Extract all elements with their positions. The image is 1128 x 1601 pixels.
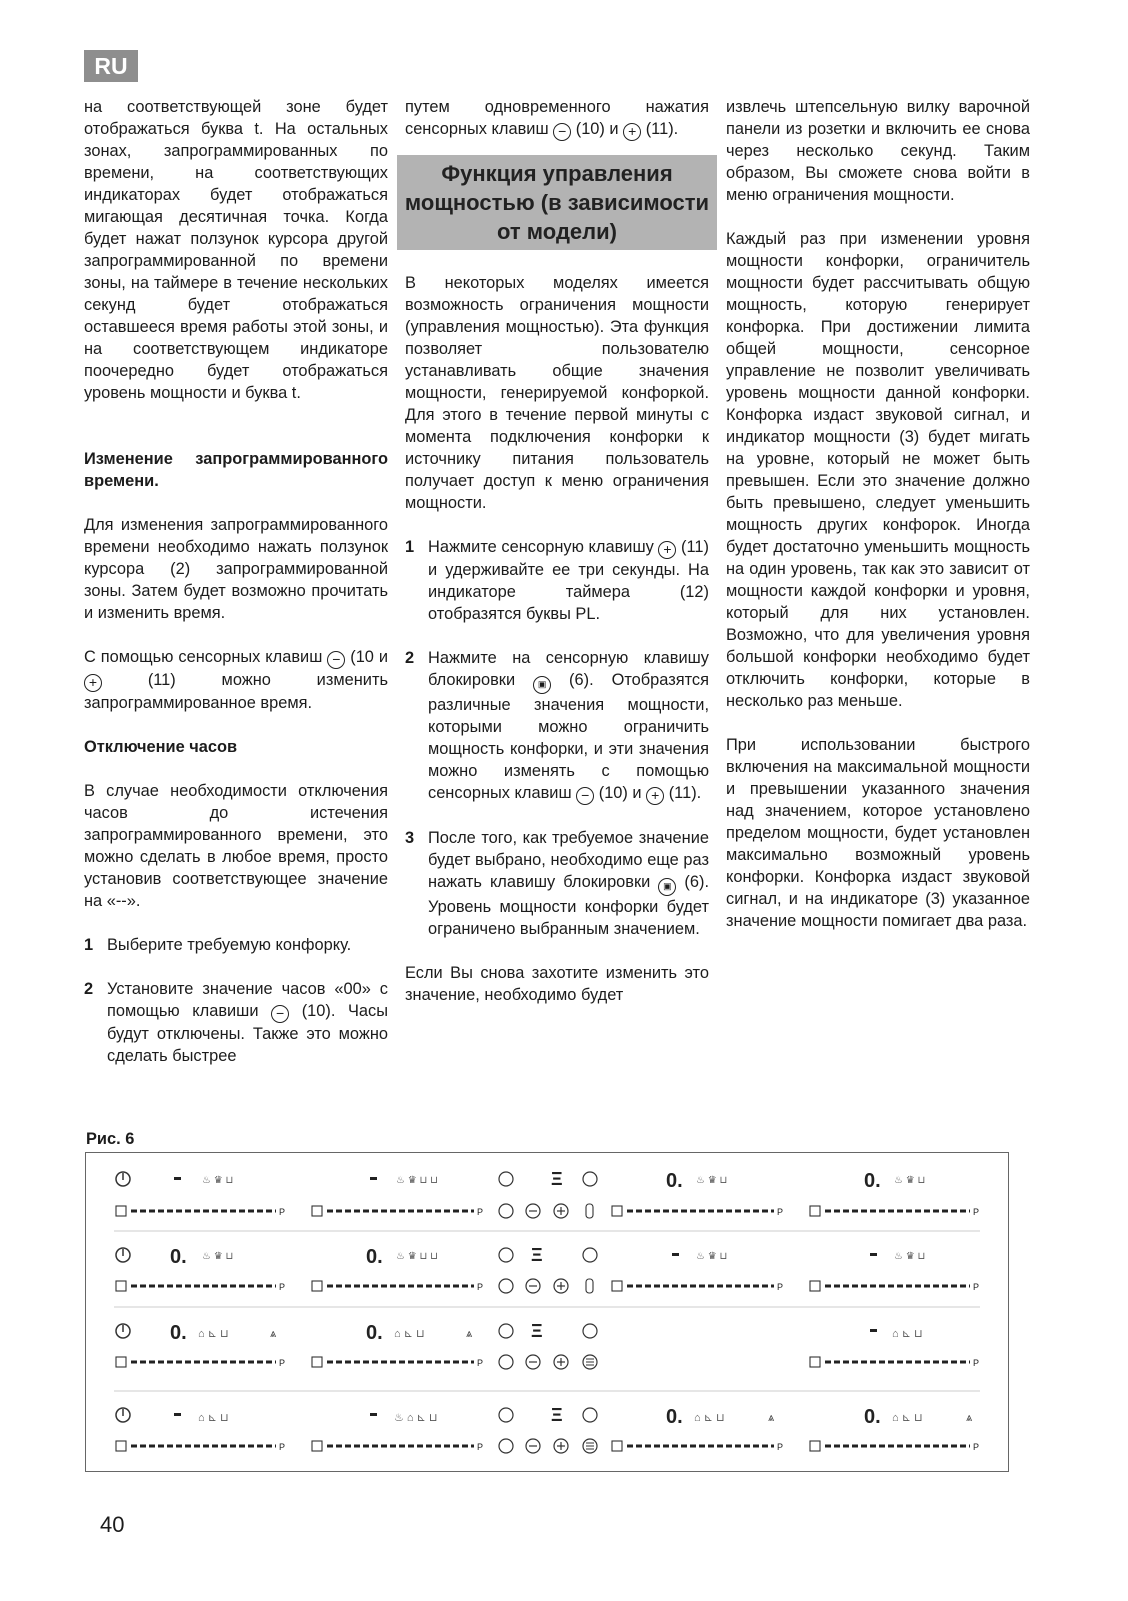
panel-row-4 [116,1405,979,1453]
minus-key-icon: − [271,1005,289,1023]
mode-icons: ⌂ ⊾ ⊔ [394,1328,425,1340]
text-column-1 [84,96,388,1089]
step-text: После того, как требуемое значение будет выбрано, необходимо еще раз нажать клавишу блокировки [428,829,709,891]
paragraph [84,646,388,714]
language-badge: RU [84,50,138,82]
step-text: Установите значение часов «00» с помощью клавиши [107,980,388,1020]
paragraph [405,96,709,141]
mode-icons: ⌂ ⊾ ⊔ [694,1412,725,1424]
paragraph: В случае необходимости отключения часов до истечения запрограммированного времени, это можно сделать в любое время, просто установив соответствующее значение на «--». [84,782,388,910]
step-text: (6). Отобразятся различные значения мощности, которыми можно ограничить мощность конфорки, и эти значения можно изменять с помощью сенсорных клавиш [428,671,709,802]
bridge-icon [586,1204,593,1218]
step-number: 1 [405,538,415,556]
step-text: (6). Уровень мощности конфорки будет ограничено выбранным значением. [428,873,709,938]
text-fragment: (11). [645,120,679,138]
pause-icon [583,1248,597,1262]
mode-icons: ♨ ♛ ⊔ ⊔ [396,1251,438,1262]
lock-key-icon: ▣ [658,878,676,896]
timer-display: Ξ [531,1245,543,1265]
dash-indicator [174,1413,181,1416]
mode-icons: ♨ ♛ ⊔ ⊔ [396,1175,438,1186]
zone-icon [312,1357,322,1367]
boost-icon: ⩓ [966,1412,973,1424]
text-column-3 [726,96,1030,954]
power-level-display: 0. [366,1246,383,1268]
figure-control-panels [85,1152,1009,1472]
mode-icons: ♨ ⌂ ⊾ ⊔ [394,1412,438,1424]
text-fragment: (10) и [575,120,619,138]
mode-icons: ♨ ♛ ⊔ [696,1251,728,1262]
steps-list [405,536,709,940]
zone-icon [116,1281,126,1291]
zone-icon [810,1206,820,1216]
paragraph: При использовании быстрого включения на максимальной мощности и превышении указанного значения над значением, которое установлено пределом мощности, будет установлен максимально возможный уровень конфорки. Конфорка издаст звуковой сигнал, и на индикаторе (3) указанное значение мощности помигает два раза. [726,736,1030,930]
plus-key-icon: + [658,541,676,559]
power-level-display: 0. [666,1406,683,1428]
key-icon [499,1279,513,1293]
power-level-display: 0. [864,1406,881,1428]
plus-key-icon: + [84,674,102,692]
step-text: Нажмите на сенсорную клавишу блокировки [428,649,709,689]
boost-icon: ⩓ [768,1412,775,1424]
paragraph: Каждый раз при изменении уровня мощности конфорки, ограничитель мощности будет рассчитывать общую мощность, которую генерирует конфорка. При достижении лимита общей мощности, сенсорное управление не позволит увеличивать уровень мощности данной конфорки. Конфорка издаст звуковой сигнал, и индикатор мощности (3) будет мигать на уровне, который не может быть превышен. Если это значение должно быть превышено, следует уменьшить мощность других конфорок. Иногда будет достаточно уменьшить мощность на один уровень, так как это зависит от мощности каждой конфорки и уровня, который для них установлен. Возможно, что для увеличения уровня большой конфорки необходимо будет отключить конфорки, которые в несколько раз меньше. [726,230,1030,710]
slider-end-label: P [777,1282,784,1292]
step-text: (10). Часы будут отключены. Также это можно сделать быстрее [107,1002,388,1065]
lock-icon [499,1408,513,1422]
list-item [84,934,388,956]
text-fragment: С помощью сенсорных клавиш [84,648,323,666]
slider-end-label: P [279,1282,286,1292]
lock-key-icon: ▣ [533,676,551,694]
minus-key-icon: − [576,787,594,805]
mode-icons: ♨ ♛ ⊔ [202,1175,234,1186]
power-level-display: 0. [170,1322,187,1344]
timer-display: Ξ [551,1405,563,1425]
slider-end-label: P [973,1282,980,1292]
boost-icon: ⩓ [466,1328,473,1340]
key-icon [499,1439,513,1453]
panel-row-2 [116,1245,979,1293]
boost-icon: ⩓ [270,1328,277,1340]
dash-indicator [174,1177,181,1180]
step-number: 3 [405,829,415,847]
figure-label: Рис. 6 [86,1130,135,1148]
list-item [405,647,709,805]
pause-icon [583,1324,597,1338]
paragraph: В некоторых моделях имеется возможность ограничения мощности (управления мощностью). Эта функция позволяет пользователю устанавливать общие значения мощности, генерируемой конфоркой. Для этого в течение первой минуты с момента подключения конфорки к источнику питания пользователь получает доступ к меню ограничения мощности. [405,274,709,512]
slider-end-label: P [777,1442,784,1452]
zone-icon [116,1206,126,1216]
text-column-2 [405,96,709,1028]
mode-icons: ♨ ♛ ⊔ [894,1251,926,1262]
list-item [405,536,709,625]
timer-display: Ξ [531,1321,543,1341]
zone-icon [810,1281,820,1291]
panel-row-3 [116,1321,979,1369]
mode-icons: ⌂ ⊾ ⊔ [892,1412,923,1424]
plus-key-icon: + [623,123,641,141]
slider-end-label: P [777,1207,784,1217]
timer-display: Ξ [551,1169,563,1189]
lock-icon [499,1248,513,1262]
dash-indicator [370,1413,377,1416]
section-heading-power-management: Функция управления мощностью (в зависимости от модели) [397,155,717,250]
slider-end-label: P [279,1207,286,1217]
dash-indicator [870,1253,877,1256]
power-level-display: 0. [666,1170,683,1192]
power-level-display: 0. [864,1170,881,1192]
zone-icon [612,1281,622,1291]
slider-end-label: P [477,1282,484,1292]
zone-icon [312,1281,322,1291]
step-text: (10) и [598,784,642,802]
step-text: (11). [668,784,702,802]
paragraph: Для изменения запрограммированного времени необходимо нажать ползунок курсора (2) запрограммированной зоны. Затем будет возможно прочитать и изменить время. [84,516,388,622]
paragraph: на соответствующей зоне будет отображаться буква t. На остальных зонах, запрограммированных по времени, на соответствующих индикаторах будет отображаться мигающая десятичная точка. Когда будет нажат ползунок курсора другой запрограммированной по времени зоны, на таймере в течение нескольких секунд будет отображаться оставшееся время работы этой зоны, и на соответствующем индикаторе поочередно будет отображаться уровень мощности и буква t. [84,98,388,402]
panel-row-1 [116,1169,979,1218]
pause-icon [583,1172,597,1186]
paragraph: извлечь штепсельную вилку варочной панели из розетки и включить ее снова через несколько секунд. Таким образом, Вы сможете снова войти в меню ограничения мощности. [726,98,1030,204]
text-fragment: путем одновременного нажатия сенсорных клавиш [405,98,709,138]
step-number: 2 [405,649,415,667]
paragraph: Если Вы снова захотите изменить это значение, необходимо будет [405,964,709,1004]
figure-svg [86,1153,1008,1471]
zone-icon [116,1441,126,1451]
section-heading-change-time: Изменение запрограммированного времени. [84,450,388,490]
section-heading-clock-off: Отключение часов [84,738,238,756]
lock-icon [499,1172,513,1186]
zone-icon [810,1357,820,1367]
dash-indicator [672,1253,679,1256]
slider-end-label: P [973,1442,980,1452]
mode-icons: ♨ ♛ ⊔ [696,1175,728,1186]
mode-icons: ⌂ ⊾ ⊔ [198,1412,229,1424]
dash-indicator [370,1177,377,1180]
zone-icon [612,1206,622,1216]
pause-icon [583,1408,597,1422]
slider-end-label: P [973,1207,980,1217]
mode-icons: ♨ ♛ ⊔ [894,1175,926,1186]
page-number: 40 [100,1512,125,1537]
zone-icon [116,1357,126,1367]
lock-icon [499,1324,513,1338]
slider-end-label: P [477,1442,484,1452]
dash-indicator [870,1329,877,1332]
mode-icons: ⌂ ⊾ ⊔ [198,1328,229,1340]
power-level-display: 0. [170,1246,187,1268]
zone-icon [312,1441,322,1451]
zone-icon [612,1441,622,1451]
step-text: Нажмите сенсорную клавишу [428,538,654,556]
minus-key-icon: − [327,651,345,669]
slider-end-label: P [973,1358,980,1368]
bridge-icon [586,1279,593,1293]
power-level-display: 0. [366,1322,383,1344]
minus-key-icon: − [553,123,571,141]
slider-end-label: P [279,1442,286,1452]
list-item [84,978,388,1067]
zone-icon [312,1206,322,1216]
text-fragment: (10 и [350,648,389,666]
key-icon [499,1204,513,1218]
text-fragment: (11) можно изменить запрограммированное время. [84,671,388,712]
step-number: 2 [84,980,94,998]
key-icon [499,1355,513,1369]
step-number: 1 [84,936,94,954]
steps-list [84,934,388,1067]
step-text: Выберите требуемую конфорку. [107,936,352,954]
plus-key-icon: + [646,787,664,805]
slider-end-label: P [477,1358,484,1368]
slider-end-label: P [477,1207,484,1217]
zone-icon [810,1441,820,1451]
mode-icons: ⌂ ⊾ ⊔ [892,1328,923,1340]
mode-icons: ♨ ♛ ⊔ [202,1251,234,1262]
step-text: (11) и удерживайте ее три секунды. На индикаторе таймера (12) отобразятся буквы PL. [428,538,709,623]
list-item [405,827,709,940]
slider-end-label: P [279,1358,286,1368]
